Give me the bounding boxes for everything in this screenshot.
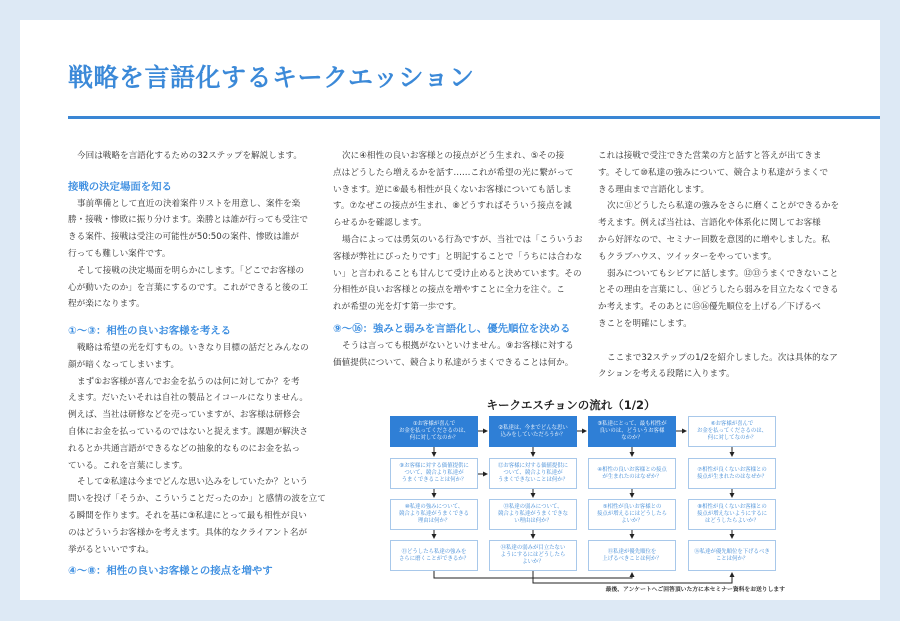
paragraph: 次に⑪どうしたら私達の強みをさらに磨くことができるかを 考えます。例えば当社は、言語化や体系化に関してお客様 から好評なので、セミナー回数を意図的に増やしました。私 もクラブハウス、ツイッターをやっています。 xyxy=(598,201,840,262)
paragraph: 弱みについてもシビアに話します。⑫⑬うまくできないこと とその理由を言葉にし、⑭どうしたら弱みを目立たなくできる か考えます。そのあとに⑮⑯優先順位を上げる／下げるべ きことを明確にします。 xyxy=(598,268,839,329)
section-heading-steps-4-8: ④〜⑧：相性の良いお客様との接点を増やす xyxy=(68,565,273,578)
paragraph: そうは言っても根拠がないといけません。⑨お客様に対する 価値提供について、競合より私達がうまくできることは何か。 xyxy=(333,340,574,368)
paragraph: 事前準備として直近の決着案件リストを用意し、案件を楽 勝・接戦・惨敗に振り分けます。楽勝とは誰が行っても受注で きる案件、接戦は受注の可能性が50:50の案件、惨敗は誰が 行っても難しい案件です。 xyxy=(68,198,308,259)
column-1 xyxy=(68,148,326,580)
flow-diagram-title: キークエスチョンの流れ（1/2） xyxy=(486,398,656,412)
flow-box-16: ⑯私達が優先順位を下げるべき ことは何か？ xyxy=(688,540,776,571)
paragraph: そして接戦の決定場面を明らかにします。「どこでお客様の 心が動いたのか」を言葉にするのです。これができると後の工 程が楽になります。 xyxy=(68,265,308,310)
flow-box-10: ⑩私達の強みについて、 競合より私達がうまくできる 理由は何か？ xyxy=(390,499,478,530)
flow-box-3: ③私達にとって、最も相性が 良いのは、どういうお客様 なのか？ xyxy=(588,416,676,447)
flow-box-12: ⑫お客様に対する価値提供に ついて、競合より私達が うまくできないことは何か？ xyxy=(489,458,577,489)
flow-box-15: ⑮私達が優先順位を 上げるべきことは何か？ xyxy=(588,540,676,571)
flow-box-5: ⑤相性が良いお客様との 接点が増えるにはどうしたら よいか？ xyxy=(588,499,676,530)
flow-box-4: ④相性の良いお客様との接点 が生まれたのはなぜか？ xyxy=(588,458,676,489)
intro-paragraph: 今回は戦略を言語化するための32ステップを解説します。 xyxy=(77,151,302,161)
flow-box-13: ⑬私達の弱みについて、 競合より私達がうまくできな い理由は何か？ xyxy=(489,499,577,530)
closing-paragraph: ここまで32ステップの1/2を紹介しました。次は具体的なア クションを考える段階に入ります。 xyxy=(598,352,838,380)
section-heading-steps-9-16: ⑨〜⑯：強みと弱みを言語化し、優先順位を決める xyxy=(333,322,571,335)
flow-box-9: ⑨お客様に対する価値提供に ついて、競合より私達が うまくできることは何か？ xyxy=(390,458,478,489)
paragraph: 戦略は希望の光を灯すもの。いきなり目標の話だとみんなの 顔が暗くなってしまいます。 xyxy=(68,342,309,370)
flow-box-8: ⑧相性が良くないお客様との 接点が増えないようにするに はどうしたらよいか？ xyxy=(688,499,776,530)
flow-footnote: 最後、アンケートへご回答頂いた方に本セミナー資料をお送りします xyxy=(605,587,785,593)
column-3 xyxy=(598,148,845,383)
page-title: 戦略を言語化するキークエッション xyxy=(68,63,475,92)
flow-box-14: ⑭私達の弱みが目立たない ようにするにはどうしたら よいか？ xyxy=(489,540,577,571)
paragraph: そして②私達は今までどんな思い込みをしていたか？という 問いを投げ「そうか、こういうことだったのか」と感情の波を立て る瞬間を作ります。それを基に③私達にとって最も相性が良い のはどういうお客様かを考えます。具体的なクライアント名が 挙がるといいですね。 xyxy=(68,477,326,555)
flow-box-6: ⑥お客様が喜んで お金を払ってくださるのは、 何に対してなのか？ xyxy=(688,416,776,447)
paragraph: まず①お客様が喜んでお金を払うのは何に対してか？を考 えます。だいたいそれは自社の製品とイコールになりません。 例えば、当社は研修などを売っていますが、お客様は研修会 自体にお金を払っているのではないと捉えます。課題が解決さ れるとか共通言語ができるなどの抽象的なものにお金を払っ ている。これを言葉にします。 xyxy=(68,376,308,471)
flow-box-2: ②私達は、今までどんな思い 込みをしていただろうか？ xyxy=(489,416,577,447)
title-divider xyxy=(68,116,880,119)
section-heading-close-deals: 接戦の決定場面を知る xyxy=(68,180,172,193)
column-2 xyxy=(333,148,583,371)
section-heading-steps-1-3: ①〜③：相性の良いお客様を考える xyxy=(68,325,232,338)
paragraph: これは接戦で受注できた営業の方と話すと答えが出てきま す。そして⑩私達の強みについて、競合より私達がうまくで きる理由まで言語化します。 xyxy=(598,151,829,195)
flow-box-7: ⑦相性が良くないお客様との 接点が生まれたのはなぜか？ xyxy=(688,458,776,489)
paragraph: 場合によっては勇気のいる行為ですが、当社では「こういうお 客様が弊社にぴったりです」と明記することで「うちには合わな い」と言われることも甘んじて受け止めると決めています。その 分相性が良いお客様との接点を増やすことに全力を注ぐ。こ れが希望の光を灯す第一歩です。 xyxy=(333,234,583,313)
flow-box-1: ①お客様が喜んで お金を払ってくださるのは、 何に対してなのか？ xyxy=(390,416,478,447)
paragraph: 次に④相性の良いお客様との接点がどう生まれ、⑤その接 点はどうしたら増えるかを話す……これが希望の光に繋がって いきます。逆に⑥最も相性が良くないお客様についても話しま す。⑦なぜこの接点が生まれ、⑧どうすればそういう接点を減 らせるかを確認します。 xyxy=(333,151,574,229)
flow-box-11: ⑪どうしたら私達の強みを さらに磨くことができるか？ xyxy=(390,540,478,571)
